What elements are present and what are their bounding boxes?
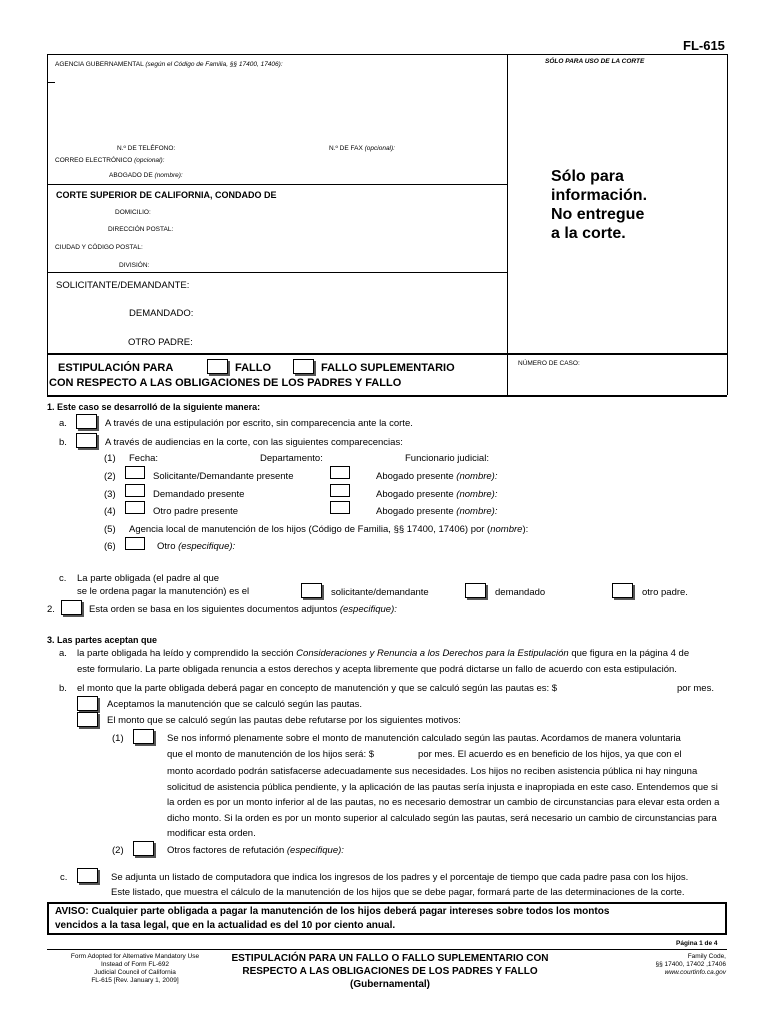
footer-title-2: RESPECTO A LAS OBLIGACIONES DE LOS PADRES Y FALLO [242, 966, 538, 977]
item-3c-letter: c. [60, 872, 68, 883]
obligor-petitioner-label: solicitante/demandante [331, 587, 429, 598]
attorney-present-1-label: Abogado presente (nombre): [376, 471, 498, 482]
item-3a-line2: este formulario. La parte obligada renuncia a estos derechos y acepta libremente que podrá dictarse un fallo de acuerdo con esta estipulación. [77, 664, 677, 675]
item-1b6-num: (6) [104, 541, 116, 552]
petitioner-present-checkbox[interactable] [125, 466, 145, 479]
section2-text: Esta orden se basa en los siguientes documentos adjuntos (especifique): [89, 604, 397, 615]
obligor-other-parent-checkbox[interactable] [612, 583, 633, 598]
other-parent-present-label: Otro padre presente [153, 506, 239, 517]
agency-appearance-text: Agencia local de manutención de los hijos (Código de Familia, §§ 17400, 17406) por (nombre): [129, 524, 529, 535]
title-box-bottom [47, 395, 727, 397]
item-1c-text2: se le ordena pagar la manutención) es el [77, 586, 250, 597]
attorney-label: ABOGADO DE (nombre): [109, 172, 183, 179]
phone-label: N.º DE TELÉFONO: [117, 145, 176, 152]
title-line1: ESTIPULACIÓN PARA [58, 362, 174, 374]
petitioner-label: SOLICITANTE/DEMANDANTE: [56, 280, 190, 291]
item-1c-letter: c. [59, 573, 67, 584]
court-title: CORTE SUPERIOR DE CALIFORNIA, CONDADO DE [56, 190, 277, 200]
item-1b1-num: (1) [104, 453, 116, 464]
agency-label: AGENCIA GUBERNAMENTAL (según el Código de Familia, §§ 17400, 17406): [55, 61, 283, 68]
form-number: FL-615 [683, 38, 725, 53]
footer-right-3[interactable]: www.courtinfo.ca.gov [664, 969, 726, 976]
section1-heading: 1. Este caso se desarrolló de la siguiente manera: [47, 402, 261, 412]
item-1c-text1: La parte obligada (el padre al que [77, 573, 220, 584]
mailing-label: DIRECCIÓN POSTAL: [108, 226, 174, 233]
header-right-border [727, 54, 728, 395]
item-3b2-checkbox[interactable] [133, 841, 154, 856]
court-only-notice: Sólo para información. No entregue a la corte. [551, 168, 648, 242]
case-number-label: NÚMERO DE CASO: [518, 360, 580, 367]
header-top-border [47, 54, 727, 55]
rebut-guideline-label: El monto que se calculó según las pautas debe refutarse por los siguientes motivos: [107, 715, 461, 726]
attorney-present-2-checkbox[interactable] [330, 484, 350, 497]
item-3a-line1: la parte obligada ha leído y comprendido la sección Consideraciones y Renuncia a los Derechos para la Estipulación que figura en la página 4 de [77, 648, 690, 659]
item-3b-per-month: por mes. [677, 683, 714, 694]
accept-guideline-label: Aceptamos la manutención que se calculó según las pautas. [107, 699, 363, 710]
obligor-other-parent-label: otro padre. [642, 587, 688, 598]
footer-title-1: ESTIPULACIÓN PARA UN FALLO O FALLO SUPLEMENTARIO CON [231, 953, 549, 964]
item-3b-letter: b. [59, 683, 67, 694]
header-divider [507, 54, 508, 395]
item-3a-letter: a. [59, 648, 67, 659]
item-1b3-num: (3) [104, 489, 116, 500]
supplemental-judgment-checkbox[interactable] [293, 359, 314, 374]
item-3b1-line1: Se nos informó plenamente sobre el monto de manutención calculado según las pautas. Acordamos de manera voluntaria [167, 733, 681, 744]
interest-notice-line2: vencidos a la tasa legal, que en la actualidad es del 10 por ciento anual. [55, 920, 396, 931]
footer-left-1: Form Adopted for Alternative Mandatory Use [70, 953, 200, 960]
item-3b2-text: Otros factores de refutación (especifique): [167, 845, 344, 856]
item-1b2-num: (2) [104, 471, 116, 482]
fax-label: N.º DE FAX (opcional): [329, 145, 395, 152]
other-appearance-checkbox[interactable] [125, 537, 145, 550]
respondent-label: DEMANDADO: [129, 308, 194, 319]
accept-guideline-checkbox[interactable] [77, 696, 98, 711]
obligor-respondent-label: demandado [495, 587, 546, 598]
item-1a-letter: a. [59, 418, 67, 429]
attorney-present-3-checkbox[interactable] [330, 501, 350, 514]
header-left-border [47, 54, 48, 395]
item-3c-checkbox[interactable] [77, 868, 98, 883]
date-label: Fecha: [129, 453, 159, 464]
section3-heading: 3. Las partes aceptan que [47, 635, 158, 645]
footer-title-3: (Gubernamental) [349, 979, 430, 990]
item-3b1-num: (1) [112, 733, 124, 744]
city-zip-label: CIUDAD Y CÓDIGO POSTAL: [55, 244, 143, 251]
supplemental-option-label: FALLO SUPLEMENTARIO [321, 362, 455, 374]
item-3b1-checkbox[interactable] [133, 729, 154, 744]
petitioner-present-label: Solicitante/Demandante presente [153, 471, 294, 482]
item-3b1-line2: que el monto de manutención de los hijos será: $ por mes. El acuerdo es en beneficio de los hijos, ya que con el [167, 749, 682, 760]
judgment-checkbox[interactable] [207, 359, 228, 374]
email-label: CORREO ELECTRÓNICO (opcional): [55, 157, 165, 164]
obligor-respondent-checkbox[interactable] [465, 583, 486, 598]
division-label: DIVISIÓN: [119, 262, 150, 269]
item-3b1-paragraph: monto acordado podrán satisfacerse adecuadamente sus necesidades. Los hijos no reciben asistencia pública ni hay ninguna solicitud de asistencia pública pendiente, y la aplicación de las pautas sería injusta e inapropiada en este caso. Entendemos que si la orden es por un monto inferior al de las pautas, no es necesario demostrar un cambio de circunstancias para elevar esta orden a dicho monto. Si la orden es por un monto superior al calculado según las pautas, será necesario un cambio de circunstancias para modificar esta orden. [167, 766, 720, 839]
footer-right-2: §§ 17400, 17402 ,17406 [655, 961, 726, 968]
judicial-officer-label: Funcionario judicial: [405, 453, 489, 464]
attorney-present-3-label: Abogado presente (nombre): [376, 506, 498, 517]
court-use-label: SÓLO PARA USO DE LA CORTE [545, 58, 645, 65]
footer-left-3: Judicial Council of California [94, 969, 176, 976]
item-1b4-num: (4) [104, 506, 116, 517]
footer-left-2: Instead of Form FL-692 [101, 961, 169, 968]
interest-notice-line1: AVISO: Cualquier parte obligada a pagar la manutención de los hijos deberá pagar intereses sobre todos los montos [55, 906, 610, 917]
item-1a-text: A través de una estipulación por escrito, sin comparecencia ante la corte. [105, 418, 413, 429]
court-box-bottom [47, 272, 507, 273]
section2-number: 2. [47, 604, 55, 615]
item-1b-checkbox[interactable] [76, 433, 97, 448]
other-parent-present-checkbox[interactable] [125, 501, 145, 514]
item-3b2-num: (2) [112, 845, 124, 856]
item-1b-text: A través de audiencias en la corte, con las siguientes comparecencias: [105, 437, 403, 448]
agency-box-bottom [47, 184, 507, 185]
item-3c-line1: Se adjunta un listado de computadora que indica los ingresos de los padres y el porcentaje de tiempo que cada padre pasa con los hijos. [111, 872, 689, 883]
item-3b-text: el monto que la parte obligada deberá pagar en concepto de manutención y que se calculó según las pautas es: $ [77, 683, 558, 694]
item-1b-letter: b. [59, 437, 67, 448]
other-appearance-label: Otro (especifique): [157, 541, 236, 552]
respondent-present-label: Demandado presente [153, 489, 245, 500]
page-number: Página 1 de 4 [676, 940, 718, 947]
attorney-present-1-checkbox[interactable] [330, 466, 350, 479]
agency-name-tick [47, 82, 55, 83]
footer-rule [47, 949, 727, 950]
department-label: Departamento: [260, 453, 323, 464]
other-parent-label: OTRO PADRE: [128, 337, 193, 348]
footer-left-4: FL-615 [Rev. January 1, 2009] [91, 977, 179, 984]
rebut-guideline-checkbox[interactable] [77, 712, 98, 727]
judgment-option-label: FALLO [235, 362, 272, 374]
address-label: DOMICILIO: [115, 209, 151, 216]
respondent-present-checkbox[interactable] [125, 484, 145, 497]
obligor-petitioner-checkbox[interactable] [301, 583, 322, 598]
title-line2: CON RESPECTO A LAS OBLIGACIONES DE LOS PADRES Y FALLO [49, 377, 402, 389]
footer-right-1: Family Code, [687, 953, 726, 960]
item-1b5-num: (5) [104, 524, 116, 535]
parties-box-bottom [47, 353, 727, 355]
attorney-present-2-label: Abogado presente (nombre): [376, 489, 498, 500]
section2-checkbox[interactable] [61, 600, 82, 615]
item-3c-line2: Este listado, que muestra el cálculo de la manutención de los hijos que se debe pagar, formará parte de las determinaciones de la corte. [111, 887, 685, 898]
item-1a-checkbox[interactable] [76, 414, 97, 429]
